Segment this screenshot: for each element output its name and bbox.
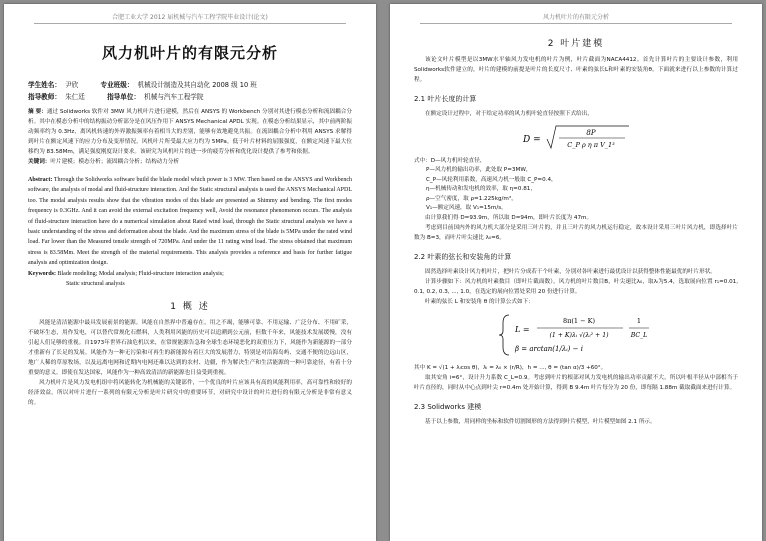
advisor-line — [28, 91, 352, 101]
subsection-2-2-paragraph-3: 叶素的弦长 L 和安装角 θ 的计算公式如下： — [425, 299, 534, 306]
definition-line: V₁—额定风速，取 V₁=15m/s。 — [426, 205, 507, 212]
major-label: 专业班级： — [100, 81, 134, 89]
running-header: 风力机叶片的有限元分析 — [420, 12, 732, 24]
diameter-result: 由计算我们得 D=93.9m，所以取 D=94m，即叶片长度为 47m。 — [425, 215, 593, 222]
diameter-formula — [414, 123, 738, 153]
abstract-english — [28, 175, 352, 269]
abstract-cn-text: 通过 Solidworks 软件对 3MW 风力机叶片进行建模，然后在 ANSYS 的 Workbench 分别对其进行模态分析和流固耦合分析。其中在模态分析中的结构振动分析部分是在风压作用下 ANSYS Mechanical APDL 实现。在模态分析结果显示，其中前两阶振动频率约为 0.3Hz，离风机转速的外界激振频率有着相当大的差别，能够有效地避免共振。在流固耦合分析中利用 ANSYS 求解得到叶片在额定风速下的应力分布及变形情况，风机叶片所受最大应力约为 5MPa，低于叶片材料的屈服强度，在额定风速下最大位移约为 83.58Mm，满足强度刚度设计要求。该研究为风机叶片的进一步的疲劳分析和优化设计提供了参考和依据。 — [28, 109, 353, 155]
definition-line: η—机械传动和发电机的效率，取 η=0.81， — [426, 186, 536, 193]
chord-formula — [414, 311, 738, 359]
subsection-2-2-paragraph-2: 计算步骤如下：风力机的叶素数目（即叶片截面数），风力机的叶片数目B，叶尖速比λ₀，取λᵢ为5.4，选取展向位置 r₁=0.01, 0.1, 0.2, 0.3, ..., 1.0，在选定的展向位置处采用 20 份进行计算。 — [414, 279, 738, 296]
formula1-denominator: C_P ρ η π V_1³ — [567, 141, 615, 149]
subsection-2-3-title: 2.3 Solidworks 建模 — [414, 403, 482, 412]
section-1-paragraph-2: 风力机叶片是风力发电机组中将风能转化为机械能的关键部件，一个优良的叶片应该具有高的风能利用率，高可靠性和较好的经济效益，所以对叶片进行一系列的有限元分析是叶片研究中的重要环节，对研究中设计的叶片进行的有限元分析是非常有意义的。 — [28, 379, 352, 406]
student-label: 学生姓名： — [28, 81, 61, 89]
subsection-2-3-paragraph: 基于以上参数，用同样的坐标和软件切割图形的方法得到叶片模型，叶片模型如图 2.1 所示。 — [425, 419, 656, 426]
unit-label: 指导单位： — [107, 93, 141, 101]
kw-cn-text: 叶片建模；模态分析；流固耦合分析；结构动力分析 — [50, 159, 180, 165]
subsection-2-2-paragraph-1: 固然选择叶素设计风力机叶片，把叶片分成若干个叶素，分别对各叶素进行最优设计以获得整体性能最优的叶片形状。 — [425, 269, 716, 276]
subsection-2-1-title: 2.1 叶片长度的计算 — [414, 95, 477, 103]
abstract-cn-label: 摘 要： — [28, 109, 47, 115]
document-page-left — [4, 4, 376, 541]
subsection-2-2-title: 2.2 叶素的弦长和安装角的计算 — [414, 253, 512, 262]
section-1-paragraph-1: 风能是清洁能源中最具发展前景的能源。风能在自然界中普遍存在，用之不竭，能够可靠、不用运输、广泛分布、不用矿采，不破坏生态，用作发电，可以替代常规化石燃料，人类利用风能的历史可以追溯到公元前，但数千年来，风能技术发展缓慢，没有引起人们足够的重视。自1973年世界石油危机以来，在常规能源告急和全球生态环境恶化的双重压力下，风能作为新能源的一部分才重新有了长足的发展。风能作为一种无污染和可再生的新能源有着巨大的发展潜力，特别是对沿海岛屿、交通不便的边远山区，地广人稀的草原牧场，以及远离电网和近期内电网还难以达到的农村、边疆，作为解决生产和生活能源的一种可靠途径，有着十分重要的意义。即使在发达国家，风能作为一种高效清洁的新能源也日益受到重视。 — [28, 319, 352, 376]
subsection-2-1-paragraph: 在额定设计过程中，对于给定功率的风力机叶轮直径按照下式给出， — [425, 111, 593, 117]
kw-en-line2: Static structural analysis — [66, 280, 125, 287]
definition-line: 式中：D—风力机叶轮直径， — [414, 158, 486, 164]
formula2-frac2-denominator: BC_L — [630, 332, 648, 340]
section-2-title: 2 叶片建模 — [547, 39, 605, 49]
keywords-english — [28, 269, 352, 289]
definition-line: ρ—空气密度，取 ρ=1.225kg/m³， — [426, 195, 517, 202]
subsection-2-2-paragraph-4: 取其安角 i=6°，设计升力系数 C_L=0.9。考虑到叶片的根部对风力发电机的输出功率贡献不大，所以叶根半径从中部相当于叶片直径的，同时从中心点到叶尖 r=0.4m 处开始计算，得到 B 9.4m 叶片每分为 20 份，即每隔 1.88m 截取截面来进行计算。 — [414, 375, 738, 392]
paper-title: 风力机叶片的有限元分析 — [101, 44, 278, 62]
student-name: 尹欣 — [65, 81, 79, 89]
definition-line: C_P—风轮利用系数，高速风力机一般取 C_P=0.4， — [426, 176, 557, 183]
formula2-denominator: (1 + K)λᵢ √(λᵢ² + 1) — [549, 332, 609, 340]
author-line — [28, 79, 352, 89]
document-page-right — [390, 4, 762, 541]
abstract-en-label: Abstract: — [28, 177, 53, 183]
formula2-lhs: L = — [515, 325, 530, 335]
kw-en-label: Keywords: — [28, 270, 56, 277]
keywords-chinese — [28, 157, 352, 167]
diameter-formula-graphic — [501, 123, 651, 153]
formula2-beta: β = arctan(1/λᵢ) − i — [515, 345, 583, 354]
abstract-en-text: Through the Solidworks software build the blade model which power is 3 MW. Then based on the ANSYS and Workbench software, the analysis of modal and fluid-structure interaction. And the Static structural analysis is used the ANSYS Mechanical APDL too. The modal analysis results show that the vibration modes of this blade are presented as Shimmy and bending. The first modes frequency is 0.3GHz. And it can avoid the external excitation frequency well, Avoid the resonance phenomenon occurs. The analysis of fluid-structure interaction have do a numerical simulation about Rated wind load, through the Static structural analysis we have a basic understanding of the stress and deformation about the blade. And the maximum stress of the blade is 5MPa under the rated wind load. Far lower than the Measured tensile strength of 720MPa. And under the 11 rating wind load. The stress obtained that maximum stress is 83.58Mm. Meet the strength of the material requirements. This analysis provides a reference and basis for further fatigue analysis and optimization design. — [28, 177, 352, 267]
variable-definitions — [414, 157, 738, 213]
kw-cn-label: 关键词： — [28, 159, 51, 165]
major-value: 机械设计制造及其自动化 2008 级 10 班 — [137, 81, 257, 89]
unit-value: 机械与汽车工程学院 — [144, 93, 204, 101]
section-2-paragraph: 该论文叶片模型是以3MW水平轴风力发电机的叶片为例，叶片截面为NACA4412。首先计算叶片的主要设计参数，利用Solidworks软件建立的，叶片的建模的前提是叶片的长度尺寸、叶素的弦长L和叶素的安装角θ。下面就来进行以上参数的计算过程。 — [414, 57, 738, 83]
formula1-lhs: D = — [523, 135, 541, 145]
formula2-frac2-numerator: 1 — [636, 317, 642, 326]
advisor-label: 指导教师： — [28, 93, 61, 101]
definition-line: P—风力机的输出功率，此处取 P=3MW， — [426, 167, 532, 174]
formula1-numerator: 8P — [586, 129, 596, 137]
chord-formula-graphic — [461, 311, 691, 359]
kw-en-line1: Blade modeling; Modal analysis; Fluid-structure interaction analysis; — [57, 270, 224, 277]
section-1-title: 1 概 述 — [170, 301, 210, 312]
formula2-numerator: 8π(1 − K) — [562, 317, 596, 326]
blade-count-paragraph: 考虑到目前国内外的风力机大部分是采用三叶片的，并且三叶片的风力机运行稳定，故本设计采用三叶片风力机，即选择叶片数为 B=3，而叶片叶尖速比 λ₀=6。 — [414, 225, 738, 242]
running-header: 合肥工业大学 2012 届机械与汽车工程学院毕业设计(论文) — [34, 12, 346, 24]
abstract-chinese — [28, 107, 352, 157]
formula-notes: 其中 K = √(1 + λᵢcos θ)，λᵢ = λ₀ × (r/R)，h = ..., θ = (tan α)/3 +60°。 — [414, 365, 607, 372]
advisor-name: 朱仁廷 — [65, 93, 85, 101]
